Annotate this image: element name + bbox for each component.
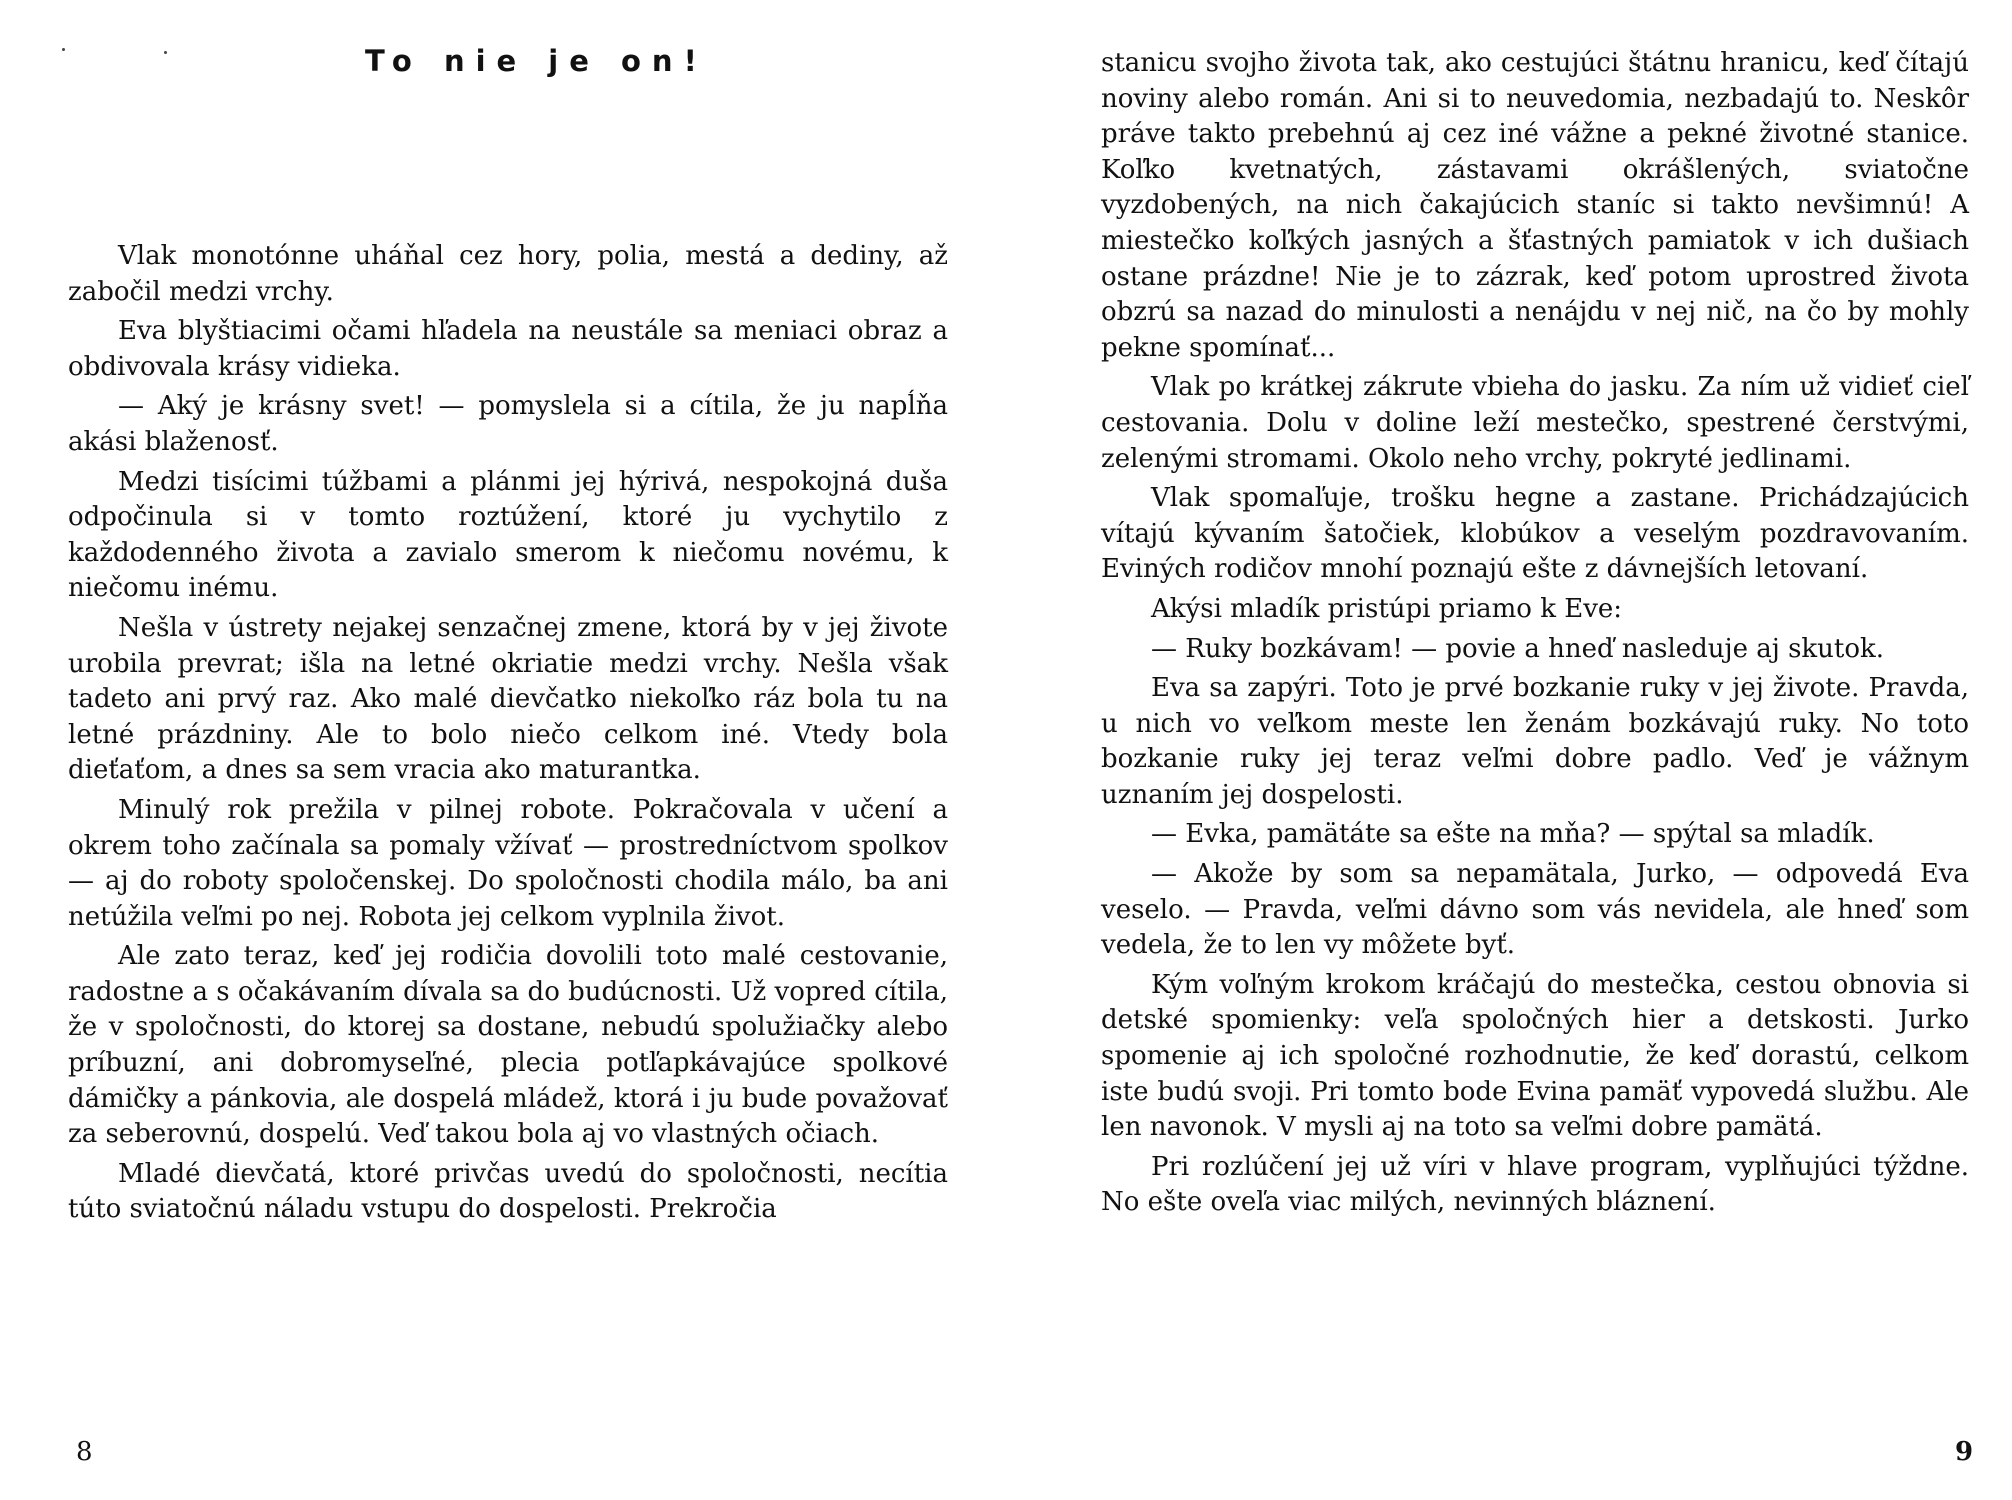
- paragraph: Eva blyštiacimi očami hľadela na neustále sa meniaci obraz a obdivovala krásy vidieka.: [68, 316, 948, 382]
- paragraph: Ale zato teraz, keď jej rodičia dovolili toto malé cestovanie, radostne a s očakávaním dívala sa do budúcnosti. Už vopred cítila, že v spoločnosti, do ktorej sa dostane, nebudú spolužiačky alebo príbuzní, ani dobromyseľné, plecia potľapkávajúce spolkové dámičky a pánkovia, ale dospelá mládež, ktorá i ju bude považovať za seberovnú, dospelú. Veď takou bola aj vo vlastných očiach.: [68, 941, 948, 1150]
- paragraph: Nešla v ústrety nejakej senzačnej zmene, ktorá by v jej živote urobila prevrat; išla na letné okriatie medzi vrchy. Nešla však tadeto ani prvý raz. Ako malé dievčatko niekoľko ráz bola tu na letné prázdniny. Ale to bolo niečo celkom iné. Vtedy bola dieťaťom, a dnes sa sem vracia ako maturantka.: [68, 612, 948, 786]
- paragraph: Mladé dievčatá, ktoré privčas uvedú do spoločnosti, necítia túto sviatočnú náladu vstupu do dospelosti. Prekročia: [68, 1158, 948, 1225]
- print-speck: [164, 51, 167, 54]
- paragraph: Eva sa zapýri. Toto je prvé bozkanie ruky v jej živote. Pravda, u nich vo veľkom meste len ženám bozkávajú ruky. No toto bozkanie ruky jej teraz veľmi dobre padlo. Veď je vážnym uznaním jej dospelosti.: [1101, 673, 1969, 810]
- print-speck: [62, 48, 65, 51]
- page-number: 9: [1955, 1437, 1974, 1467]
- paragraph: Vlak po krátkej zákrute vbieha do jasku. Za ním už vidieť cieľ cestovania. Dolu v doline leží mestečko, spestrené čerstvými, zelenými stromami. Okolo neho vrchy, pokryté jedlinami.: [1101, 372, 1969, 474]
- chapter-title: To nie je on!: [365, 44, 708, 78]
- right-page: [1006, 0, 2012, 1500]
- right-page-text: [1101, 46, 1969, 1225]
- paragraph: — Ruky bozkávam! — povie a hneď nasleduje aj skutok.: [1151, 633, 1885, 664]
- paragraph: — Aký je krásny svet! — pomyslela si a cítila, že ju napĺňa akási blaženosť.: [68, 391, 948, 457]
- paragraph: Akýsi mladík pristúpi priamo k Eve:: [1151, 593, 1623, 624]
- paragraph: — Evka, pamätáte sa ešte na mňa? — spýtal sa mladík.: [1151, 819, 1875, 850]
- paragraph: Minulý rok prežila v pilnej robote. Pokračovala v učení a okrem toho začínala sa pomaly vžívať — prostredníctvom spolkov — aj do roboty spoločenskej. Do spoločnosti chodila málo, ba ani netúžila veľmi po nej. Robota jej celkom vyplnila život.: [68, 794, 948, 932]
- paragraph: Pri rozlúčení jej už víri v hlave program, vyplňujúci týždne. No ešte oveľa viac milých, nevinných bláznení.: [1101, 1151, 1969, 1218]
- paragraph: Kým voľným krokom kráčajú do mestečka, cestou obnovia si detské spomienky: veľa spoločných hier a detskosti. Jurko spomenie aj ich spoločné rozhodnutie, že keď dorastú, celkom iste budú svoji. Pri tomto bode Evina pamäť vypovedá službu. Ale len navonok. V mysli aj na toto sa veľmi dobre pamätá.: [1101, 969, 1969, 1143]
- paragraph: Vlak spomaľuje, trošku hegne a zastane. Prichádzajúcich vítajú kývaním šatočiek, klobúkov a veselým pozdravovaním. Eviných rodičov mnohí poznajú ešte z dávnejších letovaní.: [1101, 483, 1969, 585]
- paragraph: Medzi tisícimi túžbami a plánmi jej hýrivá, nespokojná duša odpočinula si v tomto roztúžení, ktoré ju vychytilo z každodenného života a zavialo smerom k niečomu novému, k niečomu inému.: [68, 466, 948, 604]
- paragraph: — Akože by som sa nepamätala, Jurko, — odpovedá Eva veselo. — Pravda, veľmi dávno som vás nevidela, ale hneď som vedela, že to len vy môžete byť.: [1101, 859, 1969, 961]
- paragraph: Vlak monotónne uháňal cez hory, polia, mestá a dediny, až zabočil medzi vrchy.: [68, 241, 948, 307]
- page-number: 8: [76, 1437, 93, 1467]
- left-page-text: [68, 239, 948, 1232]
- paragraph: stanicu svojho života tak, ako cestujúci štátnu hranicu, keď čítajú noviny alebo román. Ani si to neuvedomia, nezbadajú to. Neskôr práve takto prebehnú aj cez iné vážne a pekné životné stanice. Koľko kvetnatých, zástavami okrášlených, sviatočne vyzdobených, na nich čakajúcich staníc si takto nevšimnú! A miestečko koľkých jasných a šťastných pamiatok v ich dušiach ostane prázdne! Nie je to zázrak, keď potom uprostred života obzrú sa nazad do minulosti a nenájdu v nej nič, na čo by mohly pekne spomínať...: [1101, 48, 1969, 363]
